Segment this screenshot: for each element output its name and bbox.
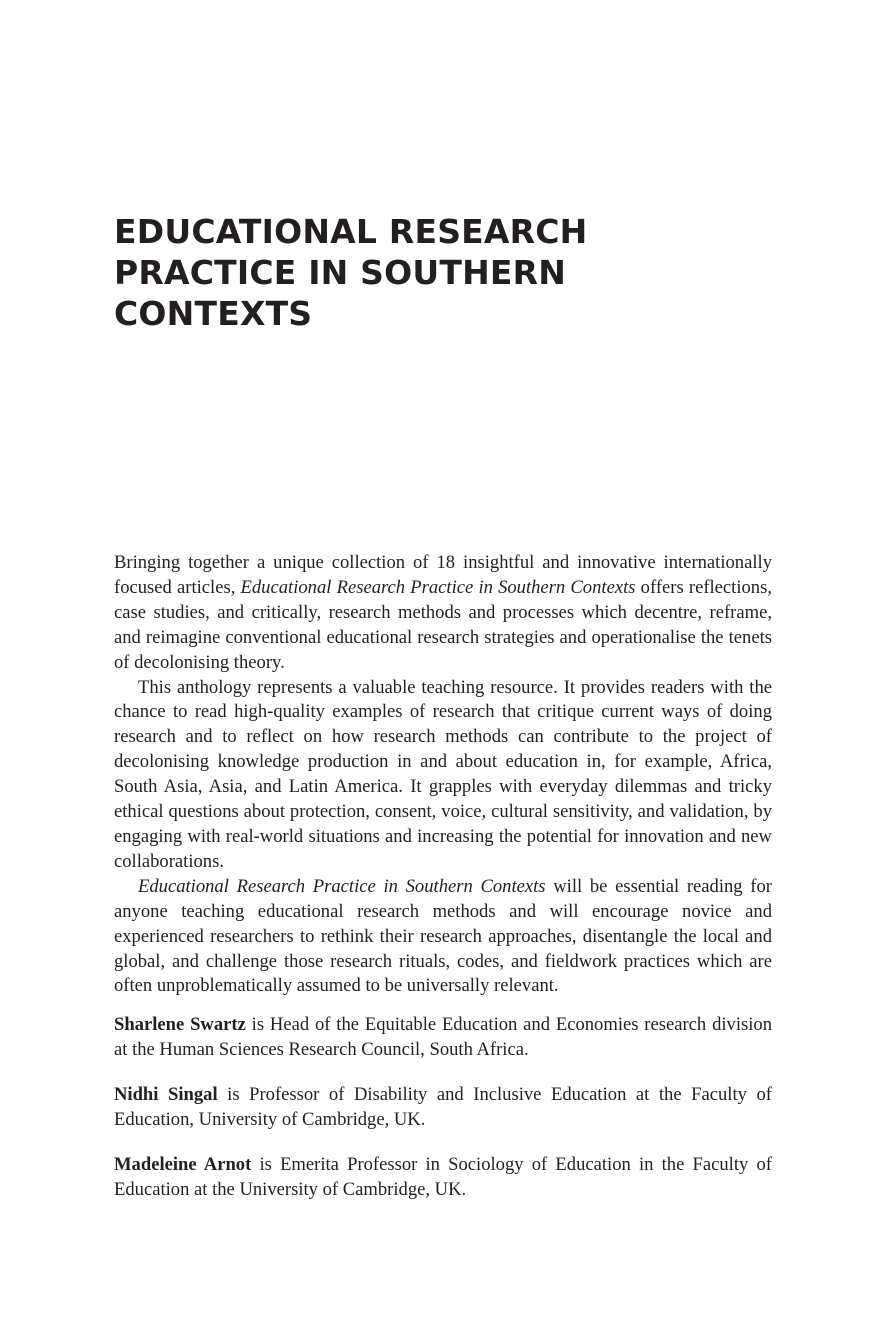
author-bio-1 (114, 1013, 772, 1063)
author-bio-text-1: is Head of the Equitable Education and Economies research division at the Human Sciences Research Council, South Africa. (114, 1014, 772, 1061)
author-bio-text-2: is Professor of Disability and Inclusive Education at the Faculty of Education, University of Cambridge, UK. (114, 1084, 772, 1131)
author-bio-2 (114, 1083, 772, 1133)
p3-text-end: will be essential reading for anyone teaching educational research methods and will encourage novice and experienced researchers to rethink their research approaches, disentangle the local and global, and challenge those research rituals, codes, and fieldwork practices which are often unproblematically assumed to be universally relevant. (114, 875, 772, 997)
description-paragraph-1 (114, 551, 772, 676)
title-line-2: PRACTICE IN SOUTHERN (114, 253, 567, 292)
title-line-3: CONTEXTS (114, 294, 313, 333)
p1-book-title: Educational Research Practice in Southern Contexts (240, 576, 636, 598)
author-name-1: Sharlene Swartz (114, 1014, 246, 1036)
p1-text-end: offers reflections, case studies, and critically, research methods and processes which decentre, reframe, and reimagine conventional educational research strategies and operationalise the tenets of decolonising theory. (114, 576, 772, 673)
p1-text-start: Bringing together a unique collection of 18 insightful and innovative internationally focused articles, (114, 552, 772, 598)
author-bio-3 (114, 1153, 772, 1203)
p3-book-title: Educational Research Practice in Southern Contexts (138, 875, 546, 897)
book-title (114, 211, 794, 334)
author-name-3: Madeleine Arnot (114, 1153, 252, 1175)
author-name-2: Nidhi Singal (114, 1084, 218, 1106)
book-description (114, 551, 772, 1203)
author-bio-text-3: is Emerita Professor in Sociology of Education in the Faculty of Education at the University of Cambridge, UK. (114, 1153, 772, 1200)
title-line-1: EDUCATIONAL RESEARCH (114, 212, 588, 251)
description-paragraph-2: This anthology represents a valuable teaching resource. It provides readers with the chance to read high-quality examples of research that critique current ways of doing research and to reflect on how research methods can contribute to the project of decolonising knowledge production in and about education in, for example, Africa, South Asia, Asia, and Latin America. It grapples with everyday dilemmas and tricky ethical questions about protection, consent, voice, cultural sensitivity, and validation, by engaging with real-world situations and increasing the potential for innovation and new collaborations. (114, 676, 772, 872)
description-paragraph-3 (114, 875, 772, 1000)
